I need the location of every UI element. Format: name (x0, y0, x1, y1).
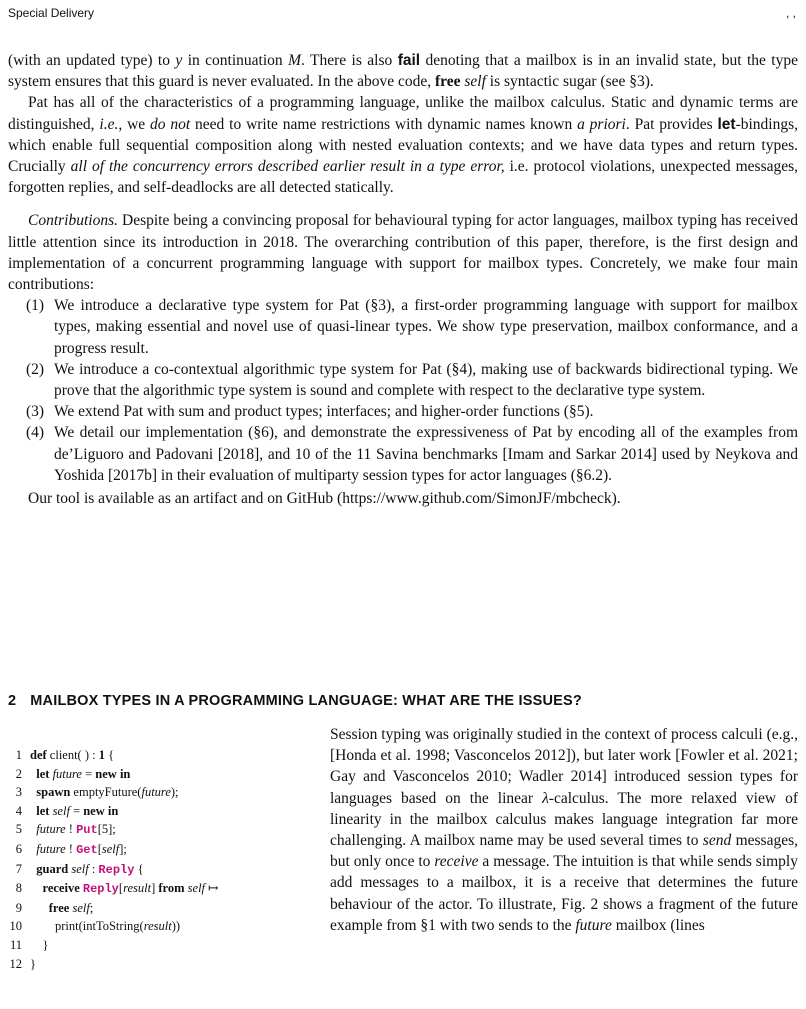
paragraph-session-typing: Session typing was originally studied in the context of process calculi (e.g., [Honda et al. 1998; Vasconcelos 2012]), but later work [Fowler et al. 2021; Gay and Vasconcelos 2010; Wadler 2014] introduced session types for languages based on the linear λ-calculus. The more relaxed view of linearity in the mailbox calculus makes language integration far more challenging. A mailbox name may be used several times to send messages, but only once to receive a message. The intuition is that while sends simply add messages to a mailbox, it is a receive that determines the future behaviour of the actor. To illustrate, Fig. 2 shows a fragment of the future example from §1 with two sends to the future mailbox (lines (330, 726, 798, 934)
code-line: 7 guard self : Reply { (15, 861, 144, 877)
code-listing (8, 746, 308, 973)
right-column-text (330, 724, 798, 936)
header-title: Special Delivery (8, 6, 95, 20)
code-line: 8 receive Reply[result] from self ↦ (15, 881, 219, 897)
contributions-paragraph: Contributions. Despite being a convincing proposal for behavioural typing for actor languages, mailbox typing has received little attention since its introduction in 2018. The overarching contribution of this paper, therefore, is the first design and implementation of a concurrent programming language with support for mailbox types. Concretely, we make four main contributions: (8, 212, 798, 294)
body-text (8, 50, 798, 509)
running-header (8, 6, 796, 24)
list-item: (1) We introduce a declarative type system for Pat (§3), a first-order programming language with support for mailbox types, making essential and novel use of quasi-linear types. We show type preservation, mailbox conformance, and a progress result. (26, 297, 798, 357)
code-line: 5 future ! Put[5]; (15, 822, 116, 838)
list-item: (3) We extend Pat with sum and product types; interfaces; and higher-order functions (§5). (26, 403, 594, 421)
code-line: 12 } (9, 956, 36, 971)
code-line: 11 } (9, 937, 49, 952)
list-item: (2) We introduce a co-contextual algorithmic type system for Pat (§4), making use of backwards bidirectional typing. We prove that the algorithmic type system is sound and complete with respect to the declarative type system. (26, 360, 798, 400)
paragraph-1: (with an updated type) to y in continuation M. There is also fail denoting that a mailbox is in an invalid state, but the type system ensures that this guard is never evaluated. In the above code, free self is syntactic sugar (see §3). (8, 52, 798, 91)
code-line: 4 let self = new in (15, 803, 119, 818)
section-heading: 2 MAILBOX TYPES IN A PROGRAMMING LANGUAGE: WHAT ARE THE ISSUES? (8, 693, 582, 709)
tool-availability: Our tool is available as an artifact and on GitHub (https://www.github.com/SimonJF/mbcheck). (28, 490, 621, 508)
contributions-list (8, 295, 798, 486)
header-right: , , (785, 6, 796, 20)
code-line: 10 print(intToString(result)) (9, 919, 181, 934)
code-line: 6 future ! Get[self]; (15, 841, 127, 857)
paragraph-2: Pat has all of the characteristics of a programming language, unlike the mailbox calculus. Static and dynamic terms are distinguished, i.e., we do not need to write name restrictions with dynamic names known a priori. Pat provides let-bindings, which enable full sequential composition along with nested evaluation contexts; and we have data types and return types. Crucially all of the concurrency errors described earlier result in a type error, i.e. protocol violations, unexpected messages, forgotten replies, and self-deadlocks are all detected statically. (8, 94, 799, 197)
code-line: 3 spawn emptyFuture(future); (15, 785, 179, 800)
code-line: 9 free self; (15, 900, 94, 915)
code-line: 2 let future = new in (15, 766, 131, 781)
list-item: (4) We detail our implementation (§6), and demonstrate the expressiveness of Pat by encoding all of the examples from de’Liguoro and Padovani [2018], and 10 of the 11 Savina benchmarks [Imam and Sarkar 2014] used by Neykova and Yoshida [2017b] in their evaluation of multiparty session types for actor languages (§6.2). (26, 424, 798, 484)
code-line: 1 def client( ) : 1 { (15, 748, 115, 762)
contributions-label: Contributions. (28, 212, 119, 230)
